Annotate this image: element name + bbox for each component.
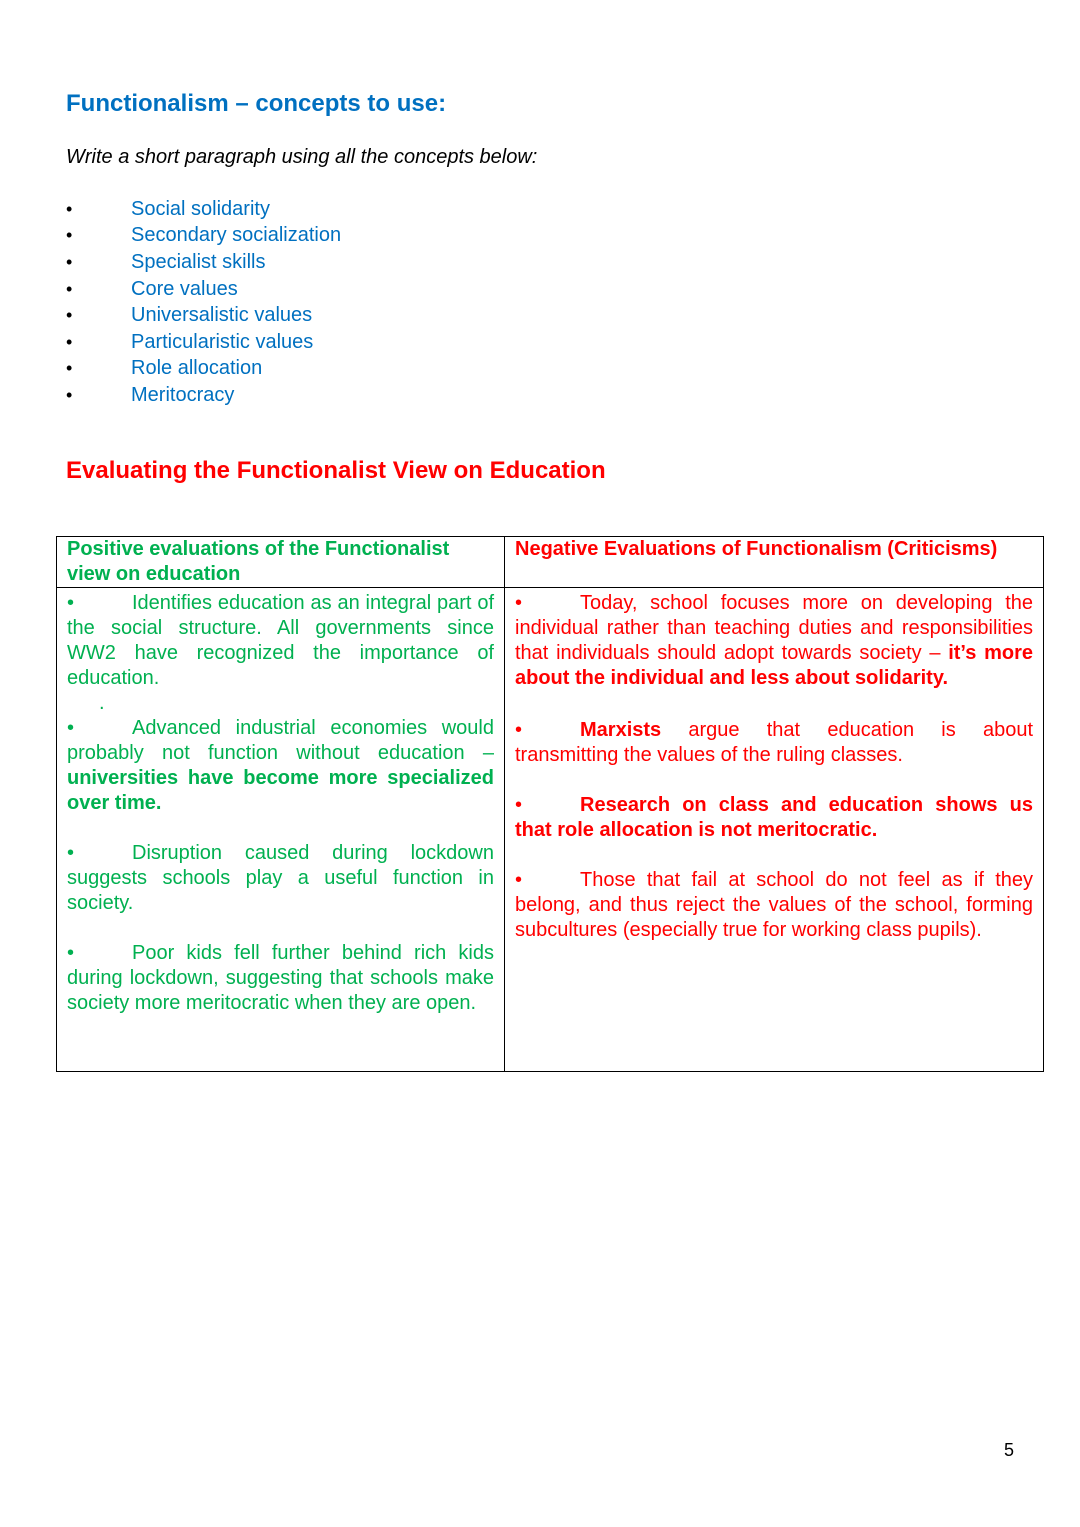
negative-header: Negative Evaluations of Functionalism (Criticisms) [505, 537, 1044, 588]
bullet-icon: • [67, 942, 75, 964]
bullet-icon: • [66, 225, 73, 246]
positive-point [67, 716, 494, 816]
point-text: Advanced industrial economies would probably not function without education – [67, 717, 494, 764]
bullet-icon: • [515, 869, 523, 891]
bullet-icon: • [515, 719, 523, 741]
positive-point [67, 841, 494, 916]
positive-cell [57, 588, 505, 1072]
list-item [66, 356, 341, 383]
point-text: Identifies education as an integral part of the social structure. All governments since WW2 have recognized the importance of education. [67, 592, 494, 689]
concepts-list [66, 196, 341, 409]
list-item [66, 196, 341, 223]
bullet-icon: • [67, 842, 75, 864]
concept-label: Specialist skills [131, 250, 266, 273]
evaluation-table [56, 536, 1044, 1072]
concept-label: Role allocation [131, 357, 263, 380]
list-item [66, 382, 341, 409]
concept-label: Secondary socialization [131, 224, 342, 247]
list-item [66, 302, 341, 329]
bullet-icon: • [515, 794, 523, 816]
list-item [66, 249, 341, 276]
point-text: Disruption caused during lockdown suggests schools play a useful function in society. [67, 842, 494, 914]
bullet-icon: • [66, 198, 73, 219]
bullet-icon: • [515, 592, 523, 614]
point-bold-text: it’s more about the individual and less about solidarity. [515, 642, 1033, 689]
point-bold-text: Marxists [580, 719, 662, 741]
point-text: argue that education is about transmitting the values of the ruling classes. [515, 719, 1033, 766]
bullet-icon: • [66, 305, 73, 326]
positive-header: Positive evaluations of the Functionalist view on education [57, 537, 505, 588]
positive-point [67, 591, 494, 691]
negative-point [515, 591, 1033, 691]
concept-label: Particularistic values [131, 330, 314, 353]
point-text: Poor kids fell further behind rich kids during lockdown, suggesting that schools make society more meritocratic when they are open. [67, 942, 494, 1014]
evaluation-heading: Evaluating the Functionalist View on Education [66, 457, 606, 484]
bullet-icon: • [67, 717, 75, 739]
point-bold-text: Research on class and education shows us that role allocation is not meritocratic. [515, 794, 1033, 841]
list-item [66, 329, 341, 356]
concept-label: Universalistic values [131, 304, 313, 327]
instruction-text: Write a short paragraph using all the concepts below: [66, 146, 538, 168]
concept-label: Social solidarity [131, 197, 270, 220]
concept-label: Core values [131, 277, 238, 300]
concepts-heading: Functionalism – concepts to use: [66, 90, 447, 117]
bullet-icon: • [66, 331, 73, 352]
bullet-icon: • [66, 358, 73, 379]
negative-point [515, 868, 1033, 943]
bullet-icon: • [67, 592, 75, 614]
point-text: Those that fail at school do not feel as if they belong, and thus reject the values of the school, forming subcultures (especially true for working class pupils). [515, 869, 1033, 941]
positive-point [67, 941, 494, 1016]
page-number: 5 [1004, 1440, 1015, 1460]
negative-point [515, 718, 1033, 768]
list-item [66, 223, 341, 250]
point-bold-text: universities have become more specialized over time. [67, 767, 494, 814]
bullet-icon: • [66, 384, 73, 405]
list-item [66, 276, 341, 303]
bullet-icon: • [66, 278, 73, 299]
negative-point [515, 793, 1033, 843]
stray-dot: . [99, 692, 105, 714]
bullet-icon: • [66, 251, 73, 272]
concept-label: Meritocracy [131, 383, 235, 406]
negative-cell [505, 588, 1044, 1072]
point-text: Today, school focuses more on developing the individual rather than teaching duties and responsibilities that individuals should adopt towards society – [515, 592, 1033, 664]
